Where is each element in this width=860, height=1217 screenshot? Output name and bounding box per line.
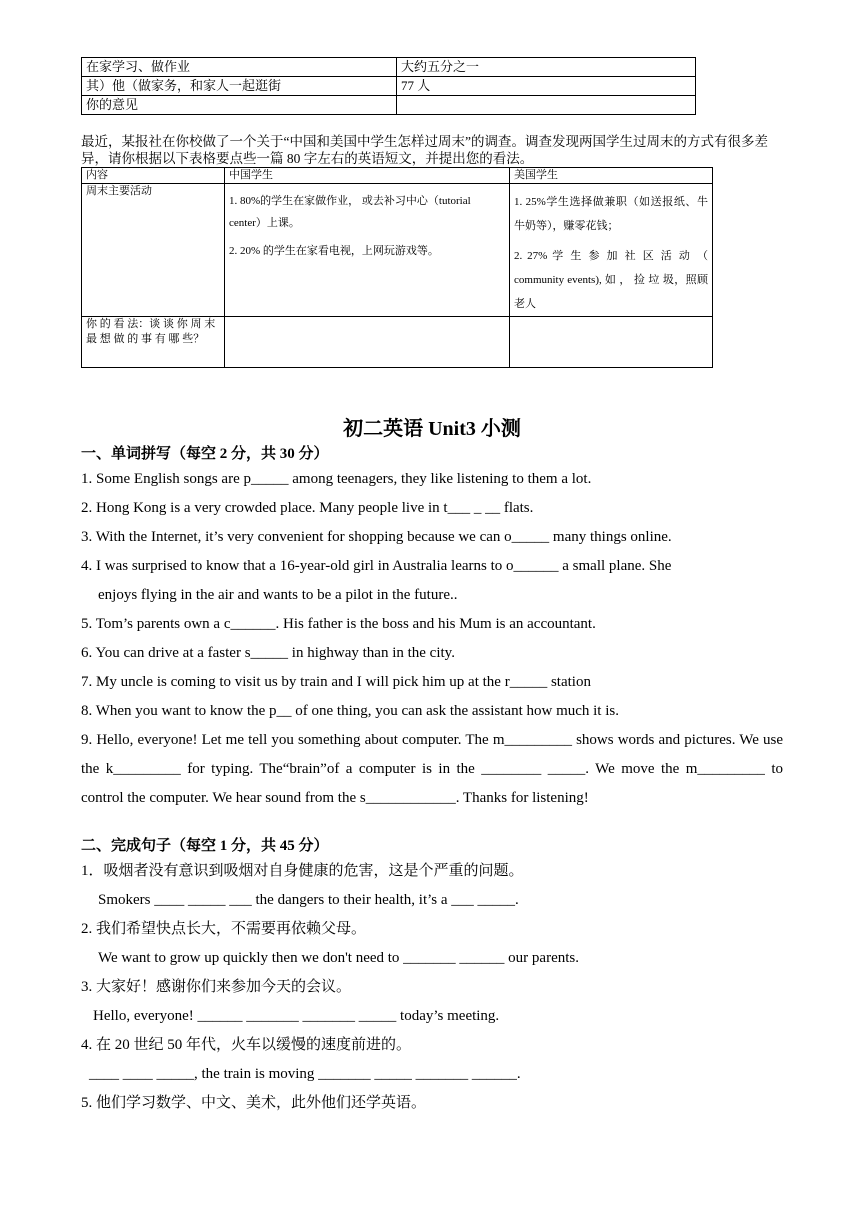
question-english: Smokers ____ _____ ___ the dangers to their health, it’s a ___ _____. [98,892,519,908]
usa-activity-item: 1. 25%学生选择做兼职（如送报纸、牛牛奶等），赚零花钱； [514,196,708,232]
question-chinese: 5. 他们学习数学、中文、美术，此外他们还学英语。 [81,1095,427,1111]
table-row [82,77,696,96]
table-header-row [82,168,713,184]
question-item: 8. When you want to know the p__ of one thing, you can ask the assistant how much it is. [81,703,619,719]
question-chinese: 1．吸烟者没有意识到吸烟对自身健康的危害，这是个严重的问题。 [81,863,524,879]
header-usa: 美国学生 [510,168,713,184]
question-item: 5. Tom’s parents own a c______. His father is the boss and his Mum is an accountant. [81,616,596,632]
question-english: ____ ____ _____, the train is moving _______ _____ _______ ______. [89,1066,521,1082]
worksheet-page [81,57,783,1118]
china-activities-cell [225,184,510,317]
table-row [82,96,696,115]
table-row [82,58,696,77]
question-english: Hello, everyone! ______ _______ _______ _____ today’s meeting. [93,1008,500,1024]
header-china: 中国学生 [225,168,510,184]
writing-prompt: 最近，某报社在你校做了一个关于“中国和美国中学生怎样过周末”的调查。调查发现两国学生过周末的方式有很多差异，请你根据以下表格要点些一篇 80 字左右的英语短文，并提出您的看法。 [81,134,768,166]
row-label: 你 的 看 法：谈 谈 你 周 末 最 想 做 的 事 有 哪 些？ [82,317,225,368]
question-item-continued: enjoys flying in the air and wants to be a pilot in the future.. [98,587,458,603]
question-chinese: 2. 我们希望快点长大，不需要再依赖父母。 [81,921,367,937]
table-cell: 你的意见 [82,96,397,115]
survey-result-table [81,57,696,115]
table-cell: 在家学习、做作业 [82,58,397,77]
question-item: 3. With the Internet, it’s very convenient for shopping because we can o_____ many things online. [81,529,672,545]
question-item: 9. Hello, everyone! Let me tell you something about computer. The m_________ shows words and pictures. We use the k_________ for typing. The“brain”of a computer is in the ________ _____. We move the m_________ to control the computer. We hear sound from the s____________. Thanks for listening! [81,732,783,806]
section-heading: 二、完成句子（每空 1 分，共 45 分） [81,838,329,854]
question-item: 1. Some English songs are p_____ among teenagers, they like listening to them a lot. [81,471,592,487]
table-cell: 77 人 [397,77,696,96]
question-chinese: 4. 在 20 世纪 50 年代，火车以缓慢的速度前进的。 [81,1037,412,1053]
question-item: 7. My uncle is coming to visit us by train and I will pick him up at the r_____ station [81,674,591,690]
table-cell [510,317,713,368]
usa-activities-cell [510,184,713,317]
table-row [82,184,713,317]
section-heading: 一、单词拼写（每空 2 分，共 30 分） [81,446,329,462]
table-cell [225,317,510,368]
question-item: 4. I was surprised to know that a 16-year-old girl in Australia learns to o______ a small plane. She [81,558,672,574]
question-english: We want to grow up quickly then we don't need to _______ ______ our parents. [98,950,579,966]
table-row [82,317,713,368]
question-chinese: 3. 大家好！感谢你们来参加今天的会议。 [81,979,352,995]
table-cell [397,96,696,115]
header-content: 内容 [82,168,225,184]
weekend-comparison-table [81,167,713,368]
usa-activity-item: 2. 27% 学 生 参 加 社 区 活 动 （ community events), 如 ， 捡 垃 圾，照顾老人 [514,250,708,310]
china-activity-item: 1. 80%的学生在家做作业， 或去补习中心（tutorial center）上课。 [229,195,471,229]
china-activity-item: 2. 20% 的学生在家看电视，上网玩游戏等。 [229,245,439,257]
question-item: 2. Hong Kong is a very crowded place. Many people live in t___ _ __ flats. [81,500,534,516]
row-label: 周末主要活动 [82,184,225,317]
page-title: 初二英语 Unit3 小测 [343,418,521,440]
table-cell: 大约五分之一 [397,58,696,77]
table-cell: 其）他（做家务，和家人一起逛街 [82,77,397,96]
question-item: 6. You can drive at a faster s_____ in highway than in the city. [81,645,455,661]
